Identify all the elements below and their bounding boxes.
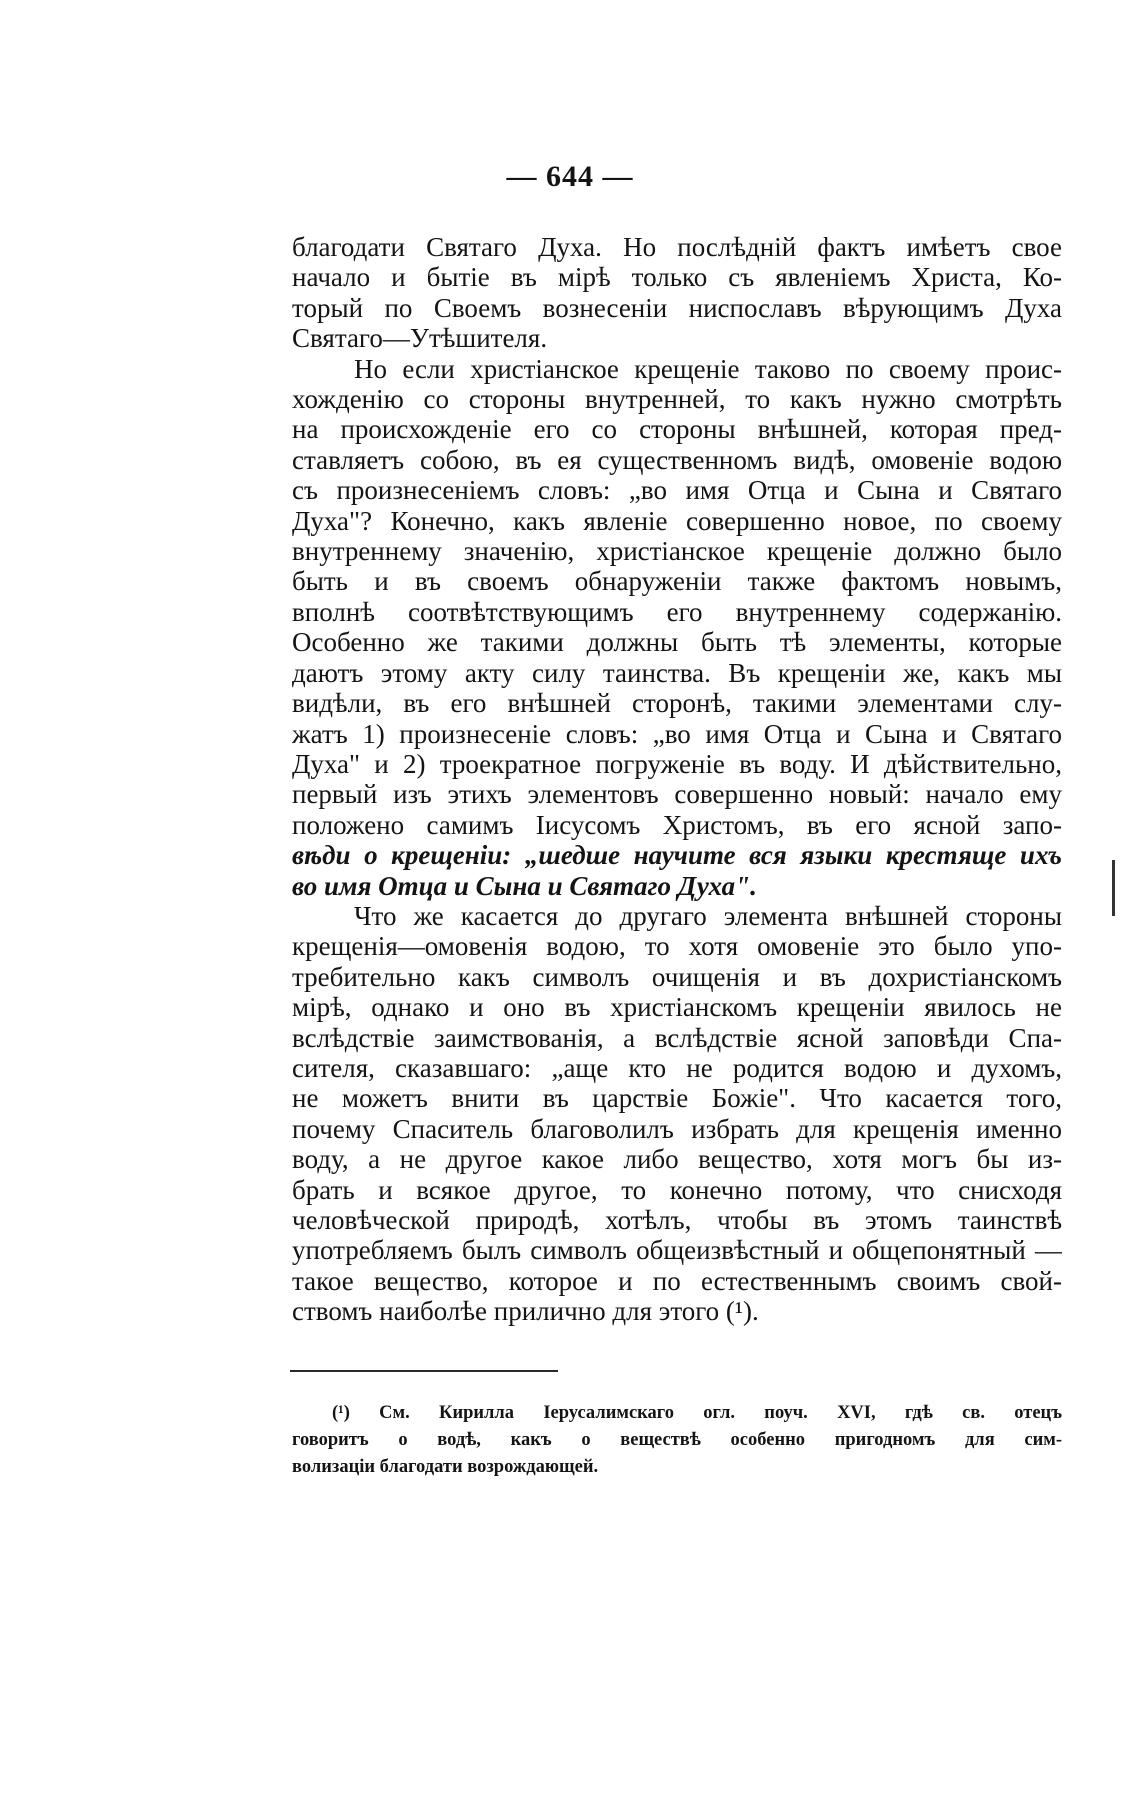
quote-line: вѣди о крещеніи: „шедше научите вся языки крестяще ихъ	[292, 840, 1062, 871]
text-line: ствомъ наиболѣе прилично для этого (¹).	[292, 1296, 759, 1327]
text-line: сителя, сказавшаго: „аще кто не родится водою и духомъ,	[292, 1052, 1062, 1083]
quote-line: во имя Отца и Сына и Святаго Духа".	[292, 870, 757, 901]
footnote-line: говоритъ о водѣ, какъ о веществѣ особенно пригодномъ для сим-	[292, 1430, 1062, 1450]
body-text	[292, 232, 1062, 1327]
text-line: видѣли, въ его внѣшней сторонѣ, такими элементами слу-	[292, 688, 1062, 719]
text-line: Духа"? Конечно, какъ явленіе совершенно новое, по своему	[292, 505, 1062, 536]
text-line: такое вещество, которое и по естественнымъ своимъ свой-	[292, 1265, 1062, 1296]
text-line: вполнѣ соотвѣтствующимъ его внутреннему содержанію.	[292, 596, 1062, 627]
footnote-separator	[290, 1370, 558, 1372]
text-line: на происхожденіе его со стороны внѣшней, которая пред-	[292, 414, 1062, 445]
text-line: брать и всякое другое, то конечно потому, что снисходя	[292, 1174, 1062, 1205]
paragraph-start-line: Что же касается до другаго элемента внѣшней стороны	[354, 900, 1062, 931]
text-line: почему Спаситель благоволилъ избрать для крещенія именно	[292, 1113, 1062, 1144]
text-line: Особенно же такими должны быть тѣ элементы, которые	[292, 627, 1062, 658]
text-line: мірѣ, однако и оно въ христіанскомъ крещеніи явилось не	[292, 992, 1062, 1023]
text-line: внутреннему значенію, христіанское крещеніе должно было	[292, 536, 1062, 567]
text-line: жатъ 1) произнесеніе словъ: „во имя Отца и Сына и Святаго	[292, 718, 1062, 749]
text-line: употребляемъ былъ символъ общеизвѣстный и общепонятный —	[292, 1235, 1062, 1266]
paragraph-start-line: Но если христіанское крещеніе таково по своему проис-	[354, 353, 1062, 384]
text-line: даютъ этому акту силу таинства. Въ крещеніи же, какъ мы	[292, 657, 1062, 688]
text-line: торый по Своемъ вознесеніи ниспославъ вѣрующимъ Духа	[292, 292, 1062, 323]
margin-mark	[1112, 860, 1115, 916]
text-line: съ произнесеніемъ словъ: „во имя Отца и Сына и Святаго	[292, 475, 1062, 506]
text-line: благодати Святаго Духа. Но послѣдній фактъ имѣетъ свое	[292, 232, 1062, 262]
page-number: — 644 —	[506, 160, 634, 193]
text-line: ставляетъ собою, въ ея существенномъ видѣ, омовеніе водою	[292, 444, 1062, 475]
text-line: не можетъ внити въ царствіе Божіе". Что касается того,	[292, 1083, 1062, 1114]
text-line: первый изъ этихъ элементовъ совершенно новый: начало ему	[292, 779, 1062, 810]
text-line: воду, а не другое какое либо вещество, хотя могъ бы из-	[292, 1144, 1062, 1175]
text-line: Святаго—Утѣшителя.	[292, 323, 548, 354]
text-line: человѣческой природѣ, хотѣлъ, чтобы въ этомъ таинствѣ	[292, 1205, 1062, 1235]
text-line: хожденію со стороны внутренней, то какъ нужно смотрѣть	[292, 384, 1062, 415]
text-line: вслѣдствіе заимствованія, а вслѣдствіе ясной заповѣди Спа-	[292, 1022, 1062, 1053]
footnote-line: волизаціи благодати возрождающей.	[292, 1457, 599, 1477]
text-line: крещенія—омовенія водою, то хотя омовеніе это было упо-	[292, 931, 1062, 962]
text-line: требительно какъ символъ очищенія и въ дохристіанскомъ	[292, 961, 1062, 992]
text-line: начало и бытіе въ мірѣ только съ явленіемъ Христа, Ко-	[292, 262, 1062, 293]
text-line: Духа" и 2) троекратное погруженіе въ воду. И дѣйствительно,	[292, 748, 1062, 779]
footnote-line: (¹) См. Кирилла Іерусалимскаго огл. поуч. XVI, гдѣ св. отецъ	[332, 1403, 1062, 1423]
text-line: положено самимъ Іисусомъ Христомъ, въ его ясной запо-	[292, 809, 1062, 840]
footnote	[292, 1400, 1062, 1481]
text-line: быть и въ своемъ обнаруженіи также фактомъ новымъ,	[292, 566, 1062, 597]
